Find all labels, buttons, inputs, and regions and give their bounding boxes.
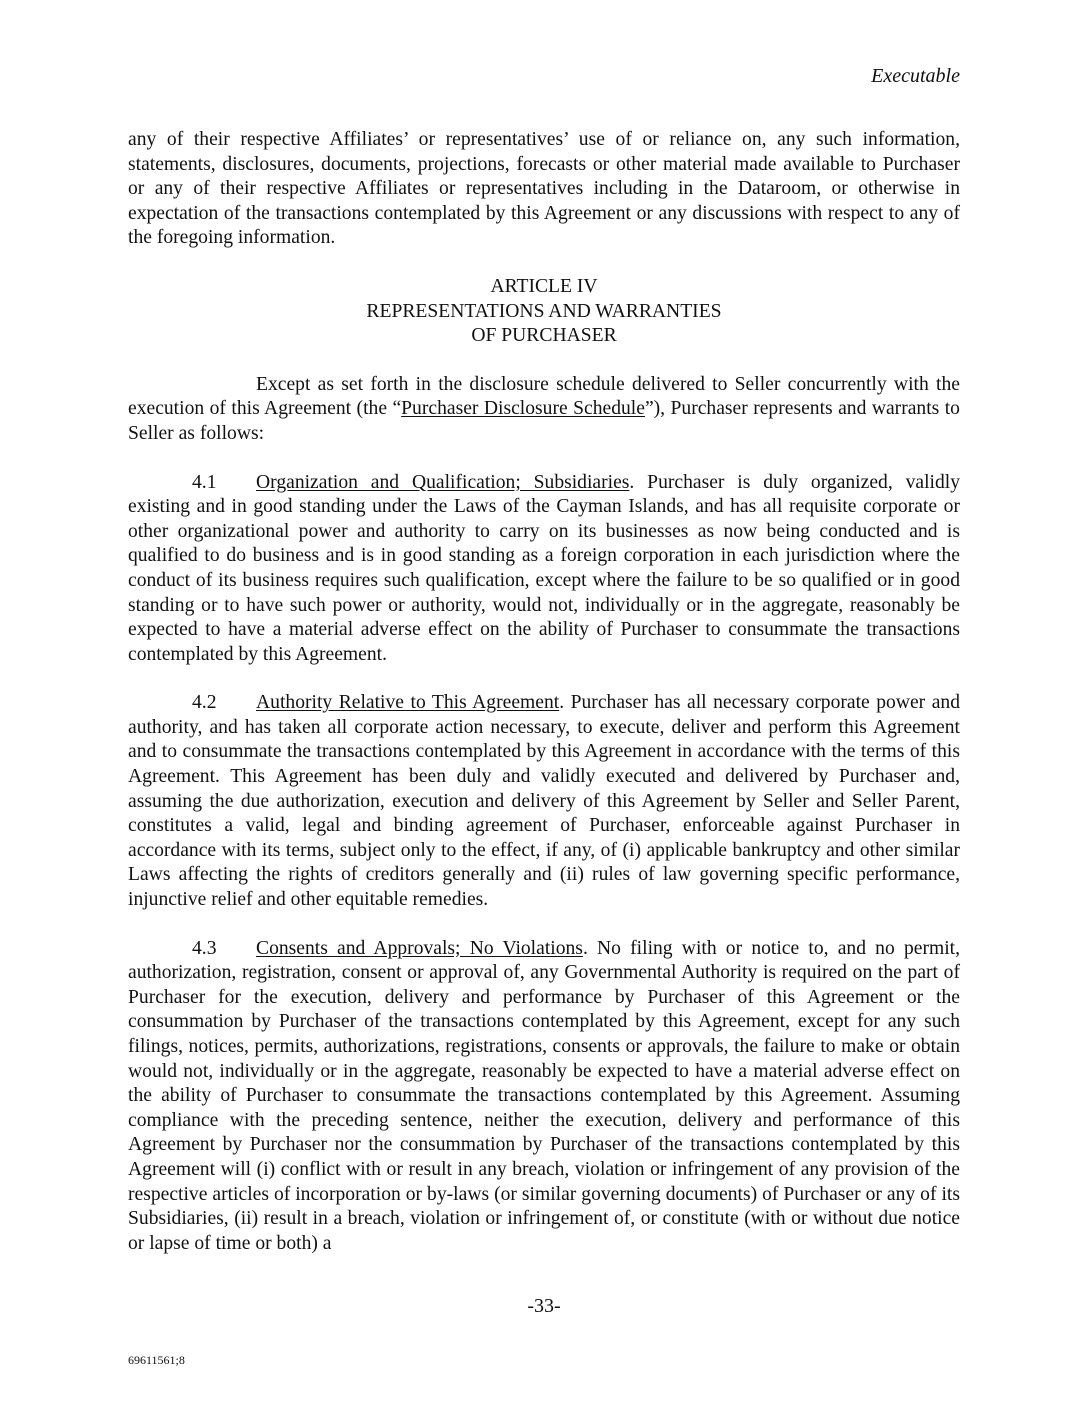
intro-paragraph [128,373,960,447]
article-title-line1: REPRESENTATIONS AND WARRANTIES [366,300,722,322]
section-body: . No filing with or notice to, and no permit, authorization, registration, consent or approval of, any Governmental Authority is required on the part of Purchaser for the execution, delivery and performance by Purchaser of this Agreement or the consummation by Purchaser of the transactions contemplated by this Agreement, except for any such filings, notices, permits, authorizations, registrations, consents or approvals, the failure to make or obtain would not, individually or in the aggregate, reasonably be expected to have a material adverse effect on the ability of Purchaser to consummate the transactions contemplated by this Agreement. Assuming compliance with the preceding sentence, neither the execution, delivery and performance of this Agreement by Purchaser nor the consummation by Purchaser of the transactions contemplated by this Agreement will (i) conflict with or result in any breach, violation or infringement of any provision of the respective articles of incorporation or by-laws (or similar governing documents) of Purchaser or any of its Subsidiaries, (ii) result in a breach, violation or infringement of, or constitute (with or without due notice or lapse of time or both) a [128,937,961,1254]
section-4-1 [128,471,960,668]
section-number: 4.3 [192,937,217,959]
section-heading: Consents and Approvals; No Violations [256,937,583,959]
section-heading: Authority Relative to This Agreement [256,692,560,714]
header-label: Executable [871,65,960,87]
intro-text-after: ”), Purchaser represents and warrants to Seller as follows: [128,398,960,444]
page-number: -33- [527,1295,561,1317]
document-body [128,128,960,1256]
section-body: . Purchaser is duly organized, validly existing and in good standing under the Laws of the Cayman Islands, and has all requisite corporate or other organizational power and authority to carry on its businesses as now being conducted and is qualified to do business and is in good standing as a foreign corporation in each jurisdiction where the conduct of its business requires such qualification, except where the failure to be so qualified or in good standing or to have such power or authority, would not, individually or in the aggregate, reasonably be expected to have a material adverse effect on the ability of Purchaser to consummate the transactions contemplated by this Agreement. [128,471,960,665]
section-4-3 [128,937,960,1257]
section-heading: Organization and Qualification; Subsidiaries [256,471,630,493]
article-heading [128,275,960,349]
article-number: ARTICLE IV [490,275,598,297]
document-id: 69611561;8 [128,1353,185,1367]
section-number: 4.2 [192,692,217,714]
defined-term: Purchaser Disclosure Schedule [401,398,645,420]
article-title-line2: OF PURCHASER [471,325,617,347]
section-number: 4.1 [192,471,217,493]
section-body: . Purchaser has all necessary corporate power and authority, and has taken all corporate action necessary, to execute, deliver and perform this Agreement and to consummate the transactions contemplated by this Agreement in accordance with the terms of this Agreement. This Agreement has been duly and validly executed and delivered by Purchaser and, assuming the due authorization, execution and delivery of this Agreement by Seller and Seller Parent, constitutes a valid, legal and binding agreement of Purchaser, enforceable against Purchaser in accordance with its terms, subject only to the effect, if any, of (i) applicable bankruptcy and other similar Laws affecting the rights of creditors generally and (ii) rules of law governing specific performance, injunctive relief and other equitable remedies. [128,692,960,911]
continuation-paragraph: any of their respective Affiliates’ or representatives’ use of or reliance on, any such information, statements, disclosures, documents, projections, forecasts or other material made available to Purchaser or any of their respective Affiliates or representatives including in the Dataroom, or otherwise in expectation of the transactions contemplated by this Agreement or any discussions with respect to any of the foregoing information. [128,129,960,249]
section-4-2 [128,691,960,912]
intro-text-before: Except as set forth in the disclosure schedule delivered to Seller concurrently with the execution of this Agreement (the “ [128,373,960,420]
